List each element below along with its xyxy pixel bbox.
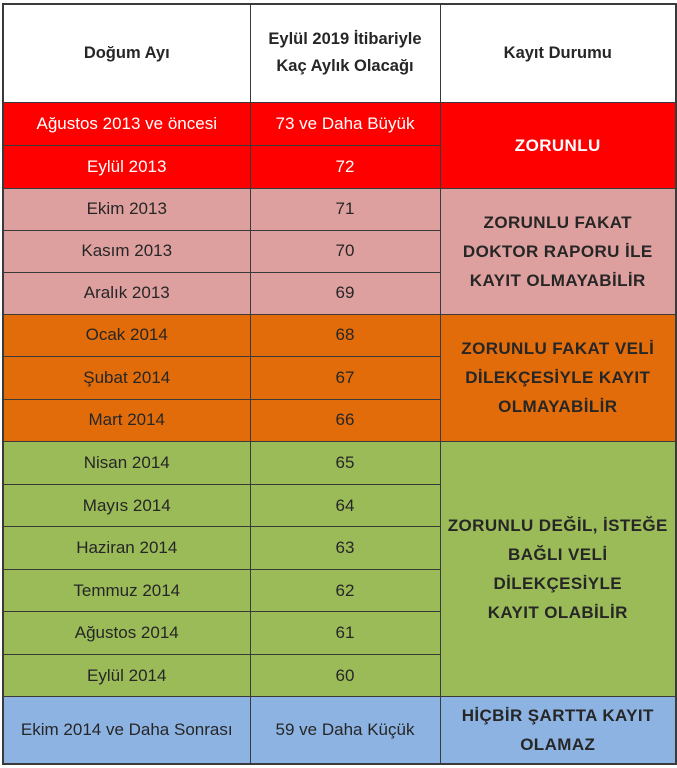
age-cell: 62 bbox=[250, 570, 440, 612]
status-cell-not-allowed: HİÇBİR ŞARTTA KAYIT OLAMAZ bbox=[440, 697, 676, 764]
birth-month-cell: Eylül 2013 bbox=[3, 145, 250, 188]
status-cell-mandatory: ZORUNLU bbox=[440, 102, 676, 188]
header-age-months: Eylül 2019 İtibariyle Kaç Aylık Olacağı bbox=[250, 4, 440, 102]
status-cell-optional: ZORUNLU DEĞİL, İSTEĞE BAĞLI VELİ DİLEKÇESİYLE KAYIT OLABİLİR bbox=[440, 442, 676, 697]
table-row bbox=[3, 314, 676, 356]
age-cell: 73 ve Daha Büyük bbox=[250, 102, 440, 145]
age-cell: 63 bbox=[250, 527, 440, 570]
birth-month-cell: Eylül 2014 bbox=[3, 655, 250, 697]
header-row bbox=[3, 4, 676, 102]
table-row bbox=[3, 442, 676, 485]
header-status: Kayıt Durumu bbox=[440, 4, 676, 102]
birth-month-cell: Ağustos 2013 ve öncesi bbox=[3, 102, 250, 145]
birth-month-cell: Şubat 2014 bbox=[3, 356, 250, 399]
birth-month-cell: Nisan 2014 bbox=[3, 442, 250, 485]
birth-month-cell: Mayıs 2014 bbox=[3, 485, 250, 527]
table-row bbox=[3, 188, 676, 230]
age-cell: 59 ve Daha Küçük bbox=[250, 697, 440, 764]
age-cell: 64 bbox=[250, 485, 440, 527]
birth-month-cell: Kasım 2013 bbox=[3, 230, 250, 272]
age-cell: 66 bbox=[250, 399, 440, 441]
birth-month-cell: Aralık 2013 bbox=[3, 272, 250, 314]
status-cell-parent-petition: ZORUNLU FAKAT VELİ DİLEKÇESİYLE KAYIT OLMAYABİLİR bbox=[440, 314, 676, 441]
age-cell: 65 bbox=[250, 442, 440, 485]
birth-month-cell: Mart 2014 bbox=[3, 399, 250, 441]
age-cell: 71 bbox=[250, 188, 440, 230]
birth-month-cell: Ocak 2014 bbox=[3, 314, 250, 356]
age-cell: 70 bbox=[250, 230, 440, 272]
age-cell: 67 bbox=[250, 356, 440, 399]
birth-month-cell: Temmuz 2014 bbox=[3, 570, 250, 612]
school-enrollment-table bbox=[2, 3, 677, 765]
age-cell: 69 bbox=[250, 272, 440, 314]
age-cell: 68 bbox=[250, 314, 440, 356]
table-row bbox=[3, 697, 676, 764]
birth-month-cell: Haziran 2014 bbox=[3, 527, 250, 570]
birth-month-cell: Ekim 2014 ve Daha Sonrası bbox=[3, 697, 250, 764]
birth-month-cell: Ekim 2013 bbox=[3, 188, 250, 230]
header-birth-month: Doğum Ayı bbox=[3, 4, 250, 102]
table-row bbox=[3, 102, 676, 145]
status-cell-doctor-report: ZORUNLU FAKAT DOKTOR RAPORU İLE KAYIT OLMAYABİLİR bbox=[440, 188, 676, 314]
age-cell: 60 bbox=[250, 655, 440, 697]
birth-month-cell: Ağustos 2014 bbox=[3, 612, 250, 655]
age-cell: 72 bbox=[250, 145, 440, 188]
age-cell: 61 bbox=[250, 612, 440, 655]
